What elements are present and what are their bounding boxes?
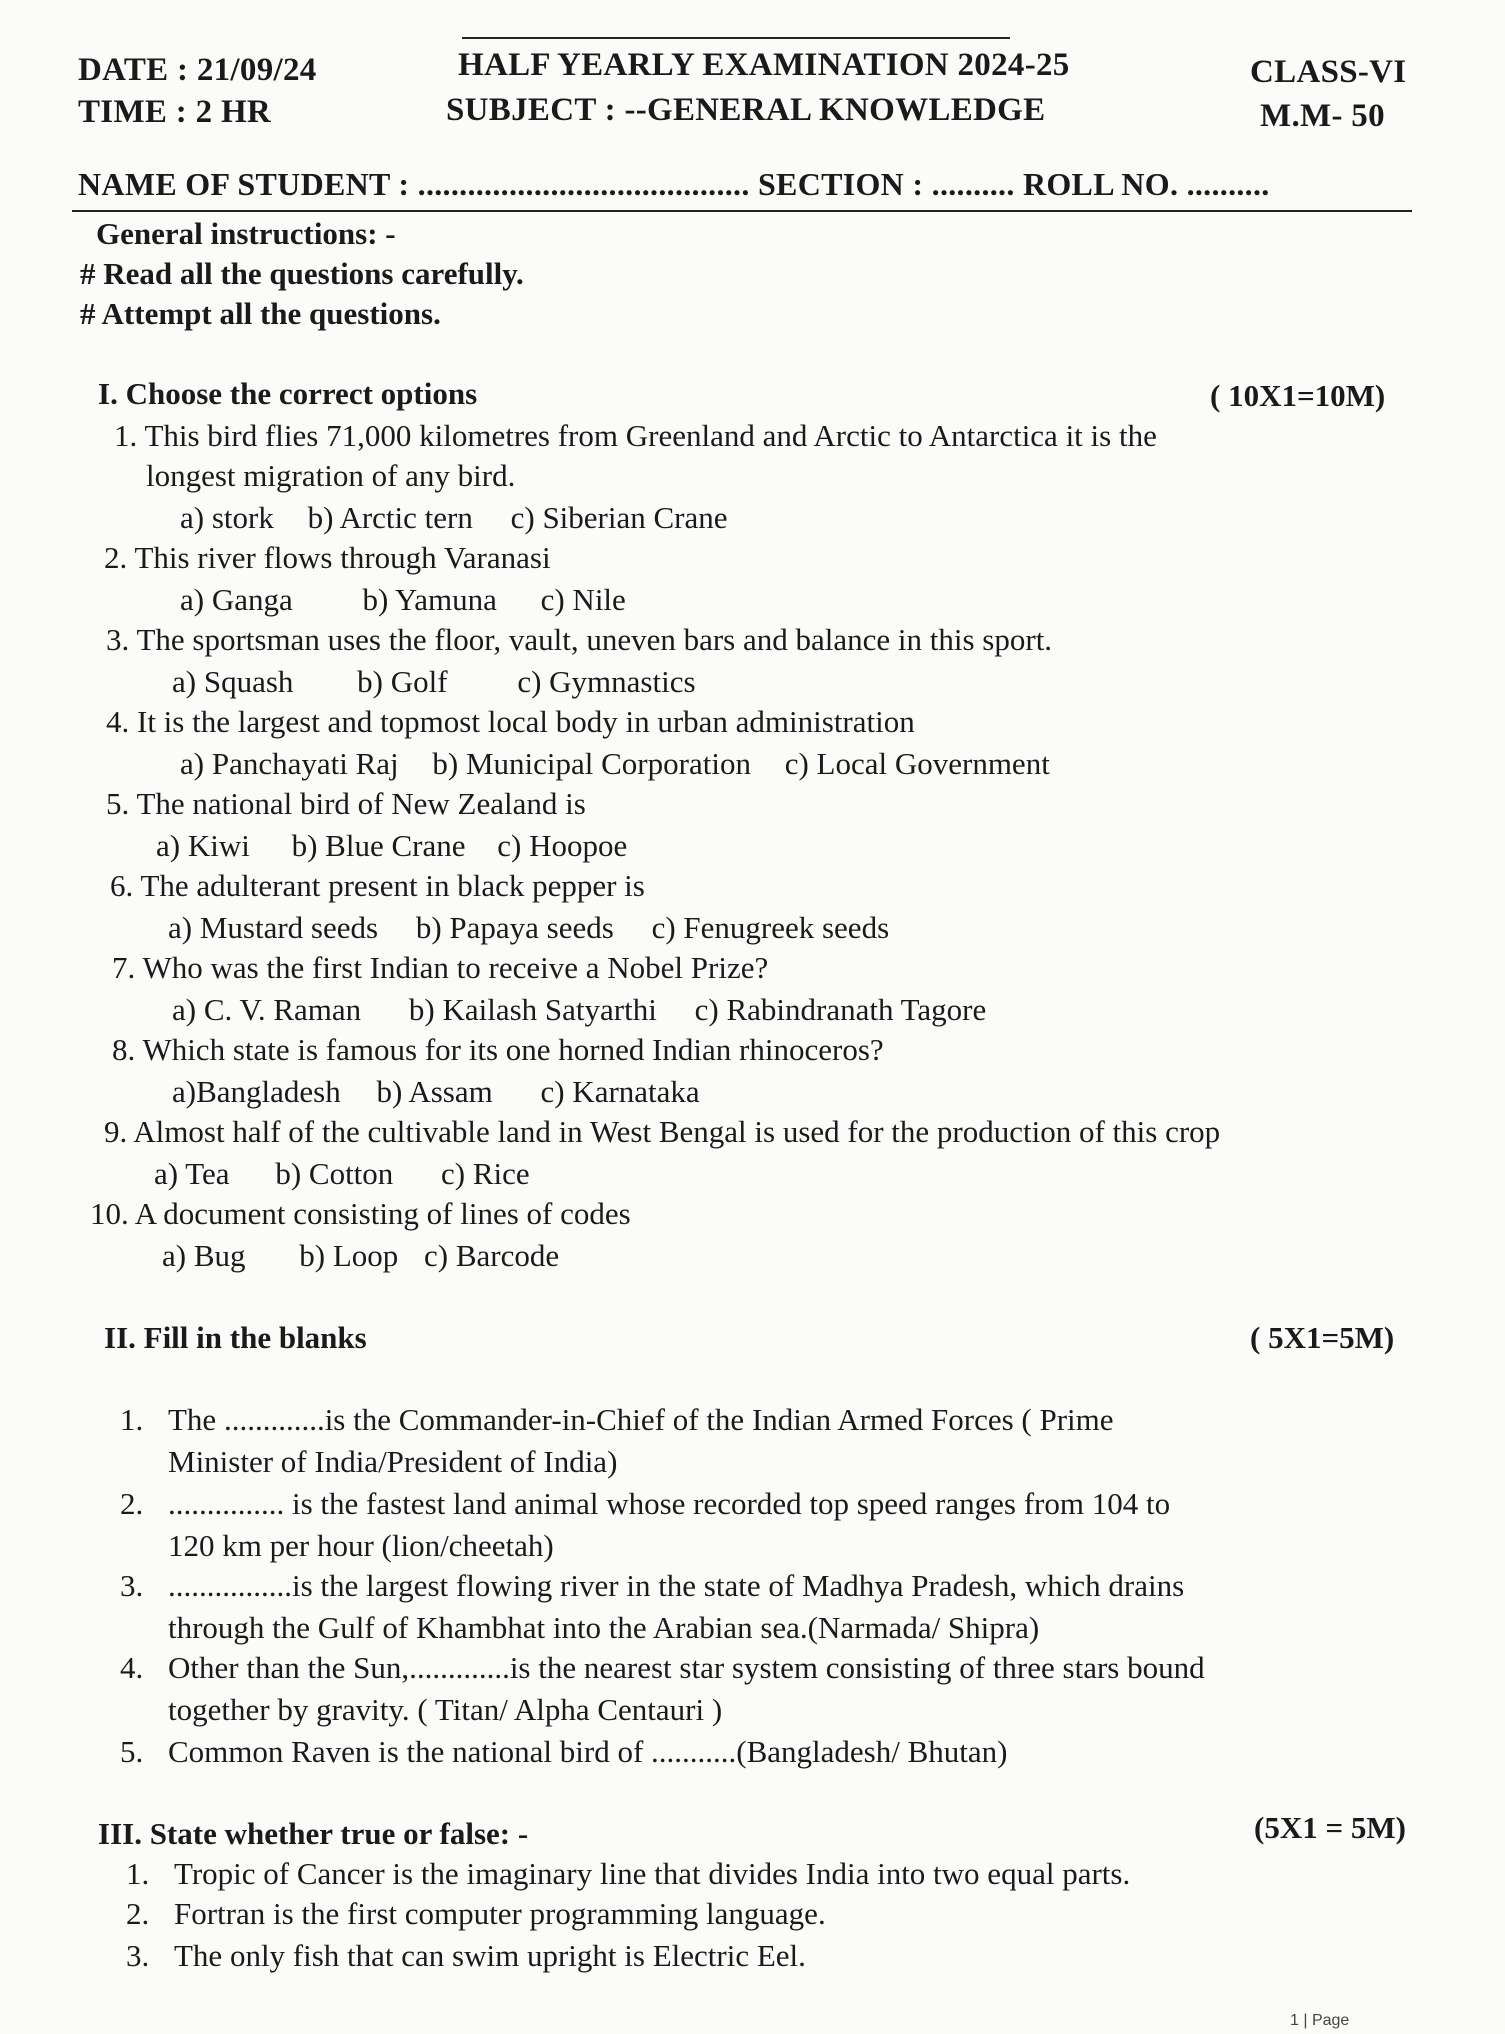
option-a: a)Bangladesh <box>172 1074 341 1109</box>
fill-question-2: ............... is the fastest land animal whose recorded top speed ranges from 104 to <box>168 1486 1171 1521</box>
question-8-options <box>172 1074 700 1110</box>
exam-subject: SUBJECT : --GENERAL KNOWLEDGE <box>446 92 1046 128</box>
option-a: a) Kiwi <box>156 828 250 863</box>
question-4: 4. It is the largest and topmost local body in urban administration <box>106 704 915 739</box>
instruction-item: # Attempt all the questions. <box>80 296 441 331</box>
tf-question-number: 1. <box>126 1856 150 1891</box>
option-a: a) C. V. Raman <box>172 992 362 1027</box>
question-5-options <box>156 828 627 864</box>
exam-title: HALF YEARLY EXAMINATION 2024-25 <box>458 47 1070 83</box>
fill-question-number: 5. <box>120 1734 144 1769</box>
exam-class: CLASS-VI <box>1250 54 1407 90</box>
exam-time: TIME : 2 HR <box>78 94 272 130</box>
option-a: a) Ganga <box>180 582 293 617</box>
question-5: 5. The national bird of New Zealand is <box>106 786 586 821</box>
fill-question-number: 1. <box>120 1402 144 1437</box>
option-c: c) Gymnastics <box>517 664 696 699</box>
question-2: 2. This river flows through Varanasi <box>104 540 551 575</box>
option-c: c) Local Government <box>784 746 1050 781</box>
title-overline <box>462 37 1010 39</box>
section-3-title: III. State whether true or false: - <box>98 1816 529 1851</box>
option-a: a) stork <box>180 500 274 535</box>
option-b: b) Cotton <box>275 1156 394 1191</box>
question-4-options <box>180 746 1050 782</box>
question-7-options <box>172 992 986 1028</box>
option-b: b) Municipal Corporation <box>432 746 751 781</box>
option-b: b) Golf <box>357 664 448 699</box>
question-6-options <box>168 910 889 946</box>
page-number: 1 | Page <box>1290 2012 1350 2029</box>
option-b: b) Arctic tern <box>307 500 473 535</box>
fill-question-number: 2. <box>120 1486 144 1521</box>
question-8: 8. Which state is famous for its one horned Indian rhinoceros? <box>112 1032 884 1067</box>
question-1: 1. This bird flies 71,000 kilometres from Greenland and Arctic to Antarctica it is the <box>114 418 1157 453</box>
section-2-marks: ( 5X1=5M) <box>1250 1320 1395 1355</box>
option-c: c) Hoopoe <box>497 828 628 863</box>
option-b: b) Yamuna <box>362 582 497 617</box>
option-c: c) Fenugreek seeds <box>651 910 890 945</box>
instructions-title: General instructions: - <box>96 216 396 251</box>
question-6: 6. The adulterant present in black pepper is <box>110 868 645 903</box>
fill-question-5: Common Raven is the national bird of ...........(Bangladesh/ Bhutan) <box>168 1734 1008 1769</box>
option-a: a) Bug <box>162 1238 246 1273</box>
exam-date: DATE : 21/09/24 <box>78 52 317 88</box>
tf-question-1: Tropic of Cancer is the imaginary line that divides India into two equal parts. <box>174 1856 1131 1891</box>
option-b: b) Blue Crane <box>291 828 466 863</box>
exam-max-marks: M.M- 50 <box>1260 98 1385 134</box>
option-c: c) Rice <box>441 1156 530 1191</box>
option-a: a) Tea <box>154 1156 230 1191</box>
fill-question-3: ................is the largest flowing river in the state of Madhya Pradesh, which drains <box>168 1568 1185 1603</box>
question-1-cont: longest migration of any bird. <box>146 458 516 493</box>
option-a: a) Squash <box>172 664 294 699</box>
section-1-marks: ( 10X1=10M) <box>1210 378 1386 413</box>
tf-question-2: Fortran is the first computer programming language. <box>174 1896 826 1931</box>
option-c: c) Nile <box>540 582 626 617</box>
question-3-options <box>172 664 696 700</box>
question-3: 3. The sportsman uses the floor, vault, uneven bars and balance in this sport. <box>106 622 1053 657</box>
fill-question-3-cont: through the Gulf of Khambhat into the Arabian sea.(Narmada/ Shipra) <box>168 1610 1040 1645</box>
option-c: c) Karnataka <box>540 1074 700 1109</box>
option-c: c) Rabindranath Tagore <box>694 992 987 1027</box>
option-b: b) Assam <box>376 1074 493 1109</box>
section-1-title: I. Choose the correct options <box>98 376 478 411</box>
fill-question-4: Other than the Sun,.............is the nearest star system consisting of three stars bound <box>168 1650 1205 1685</box>
question-9-options <box>154 1156 530 1192</box>
question-10-options <box>162 1238 559 1274</box>
header-rule <box>72 210 1412 212</box>
section-3-marks: (5X1 = 5M) <box>1254 1810 1406 1845</box>
fill-question-1: The .............is the Commander-in-Chief of the Indian Armed Forces ( Prime <box>168 1402 1114 1437</box>
student-details-line: NAME OF STUDENT : ........................................ SECTION : .......... ROLL NO. .......... <box>78 166 1270 202</box>
question-10: 10. A document consisting of lines of codes <box>90 1196 631 1231</box>
option-c: c) Barcode <box>424 1238 560 1273</box>
option-b: b) Loop <box>299 1238 399 1273</box>
tf-question-3: The only fish that can swim upright is Electric Eel. <box>174 1938 806 1973</box>
fill-question-number: 3. <box>120 1568 144 1603</box>
question-9: 9. Almost half of the cultivable land in West Bengal is used for the production of this crop <box>104 1114 1221 1149</box>
fill-question-4-cont: together by gravity. ( Titan/ Alpha Centauri ) <box>168 1692 723 1727</box>
question-2-options <box>180 582 626 618</box>
instruction-item: # Read all the questions carefully. <box>80 256 524 291</box>
question-7: 7. Who was the first Indian to receive a Nobel Prize? <box>112 950 769 985</box>
option-a: a) Mustard seeds <box>168 910 379 945</box>
option-b: b) Papaya seeds <box>415 910 614 945</box>
question-1-options <box>180 500 728 536</box>
fill-question-1-cont: Minister of India/President of India) <box>168 1444 618 1479</box>
fill-question-number: 4. <box>120 1650 144 1685</box>
option-c: c) Siberian Crane <box>510 500 728 535</box>
tf-question-number: 2. <box>126 1896 150 1931</box>
fill-question-2-cont: 120 km per hour (lion/cheetah) <box>168 1528 554 1563</box>
option-a: a) Panchayati Raj <box>180 746 399 781</box>
option-b: b) Kailash Satyarthi <box>408 992 657 1027</box>
section-2-title: II. Fill in the blanks <box>104 1320 367 1355</box>
tf-question-number: 3. <box>126 1938 150 1973</box>
